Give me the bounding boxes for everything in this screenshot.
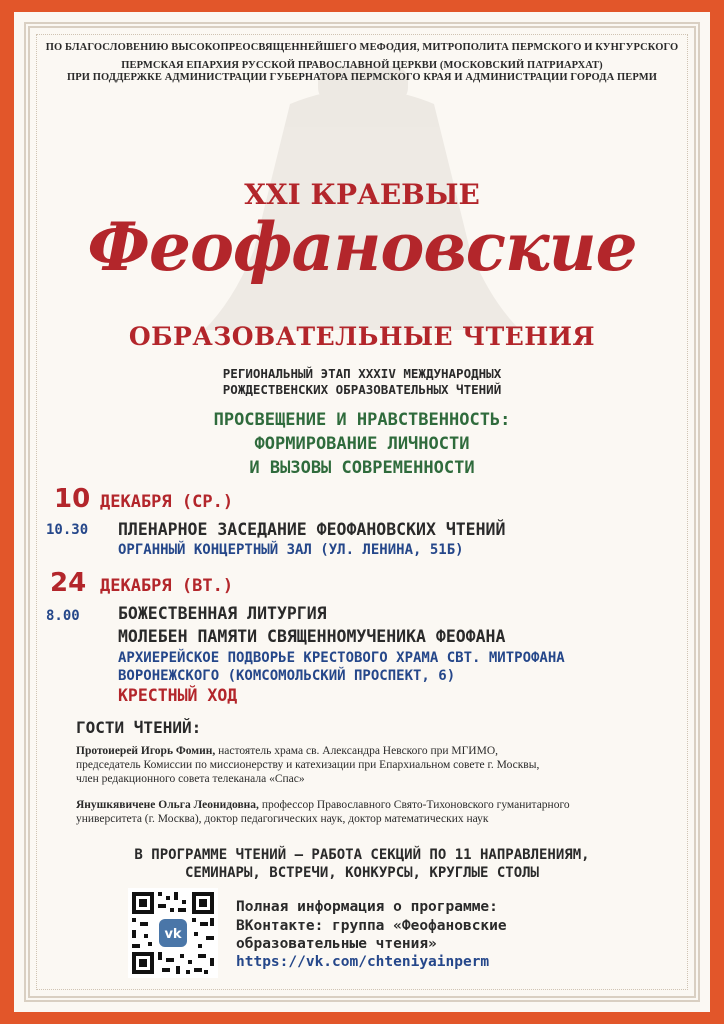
day1-weekday: ДЕКАБРЯ (СР.) — [100, 492, 234, 512]
day2-time: 8.00 — [46, 608, 80, 624]
header-line-2: ПЕРМСКАЯ ЕПАРХИЯ РУССКОЙ ПРАВОСЛАВНОЙ ЦЕРКВИ (МОСКОВСКИЙ ПАТРИАРХАТ) — [121, 60, 603, 71]
guest-1-title: настоятель храма св. Александра Невского при МГИМО, — [218, 745, 499, 757]
day2-place-line-2: ВОРОНЕЖСКОГО (КОМСОМОЛЬСКИЙ ПРОСПЕКТ, 6) — [118, 668, 456, 684]
theme-line-3: И ВЫЗОВЫ СОВРЕМЕННОСТИ — [249, 458, 475, 478]
theme-line-2: ФОРМИРОВАНИЕ ЛИЧНОСТИ — [254, 434, 470, 454]
title-main: Феофановские — [87, 208, 637, 286]
day2-place-line-1: АРХИЕРЕЙСКОЕ ПОДВОРЬЕ КРЕСТОВОГО ХРАМА СВТ. МИТРОФАНА — [118, 650, 565, 666]
guest-1-line-3: член редакционного совета телеканала «Спас» — [76, 773, 305, 785]
day1-time: 10.30 — [46, 522, 89, 538]
vk-logo-icon: vk — [164, 927, 182, 942]
day2-weekday: ДЕКАБРЯ (ВТ.) — [100, 576, 234, 596]
regional-line-2: РОЖДЕСТВЕНСКИХ ОБРАЗОВАТЕЛЬНЫХ ЧТЕНИЙ — [222, 382, 502, 397]
day1-event: ПЛЕНАРНОЕ ЗАСЕДАНИЕ ФЕОФАНОВСКИХ ЧТЕНИЙ — [118, 520, 506, 539]
guest-2-name: Янушкявичене Ольга Леонидовна, — [76, 799, 259, 811]
day2-event-moleben: МОЛЕБЕН ПАМЯТИ СВЯЩЕННОМУЧЕНИКА ФЕОФАНА — [118, 627, 506, 646]
guest-1-line-1 — [76, 744, 498, 758]
header-line-1: ПО БЛАГОСЛОВЕНИЮ ВЫСОКОПРЕОСВЯЩЕННЕЙШЕГО МЕФОДИЯ, МИТРОПОЛИТА ПЕРМСКОГО И КУНГУРСКОГО — [45, 42, 679, 53]
info-line-1: Полная информация о программе: — [236, 899, 498, 915]
guest-2-line-1 — [76, 798, 570, 812]
day1-place: ОРГАННЫЙ КОНЦЕРТНЫЙ ЗАЛ (УЛ. ЛЕНИНА, 51Б) — [118, 542, 464, 558]
guest-2-line-2: университета (г. Москва), доктор педагогических наук, доктор математических наук — [76, 813, 489, 825]
title-post: ОБРАЗОВАТЕЛЬНЫЕ ЧТЕНИЯ — [128, 322, 596, 351]
day2-number: 24 — [50, 568, 87, 598]
guest-1-name: Протоиерей Игорь Фомин, — [76, 745, 216, 757]
guest-1-line-2: председатель Комиссии по миссионерству и катехизации при Епархиальном совете г. Москвы, — [76, 759, 540, 771]
title-pre: XXI КРАЕВЫЕ — [244, 178, 480, 211]
day2-event-procession: КРЕСТНЫЙ ХОД — [118, 686, 238, 705]
vk-group-link[interactable]: https://vk.com/chteniyainperm — [236, 954, 490, 970]
info-line-2: ВКонтакте: группа «Феофановские — [236, 918, 507, 934]
guests-heading: ГОСТИ ЧТЕНИЙ: — [76, 718, 202, 737]
regional-line-1: РЕГИОНАЛЬНЫЙ ЭТАП XXXIV МЕЖДУНАРОДНЫХ — [222, 366, 502, 381]
info-line-3: образовательные чтения» — [236, 936, 437, 952]
program-line-1: В ПРОГРАММЕ ЧТЕНИЙ – РАБОТА СЕКЦИЙ ПО 11 НАПРАВЛЕНИЯМ, — [134, 847, 590, 863]
day1-number: 10 — [54, 484, 91, 514]
qr-code-icon — [128, 888, 218, 978]
program-line-2: СЕМИНАРЫ, ВСТРЕЧИ, КОНКУРСЫ, КРУГЛЫЕ СТОЛЫ — [184, 865, 539, 881]
guest-2-title: профессор Православного Свято-Тихоновского гуманитарного — [261, 799, 570, 811]
header-line-3: ПРИ ПОДДЕРЖКЕ АДМИНИСТРАЦИИ ГУБЕРНАТОРА ПЕРМСКОГО КРАЯ И АДМИНИСТРАЦИИ ГОРОДА ПЕРМИ — [66, 72, 657, 83]
theme-line-1: ПРОСВЕЩЕНИЕ И НРАВСТВЕННОСТЬ: — [213, 410, 511, 430]
day2-event-liturgy: БОЖЕСТВЕННАЯ ЛИТУРГИЯ — [118, 604, 327, 623]
